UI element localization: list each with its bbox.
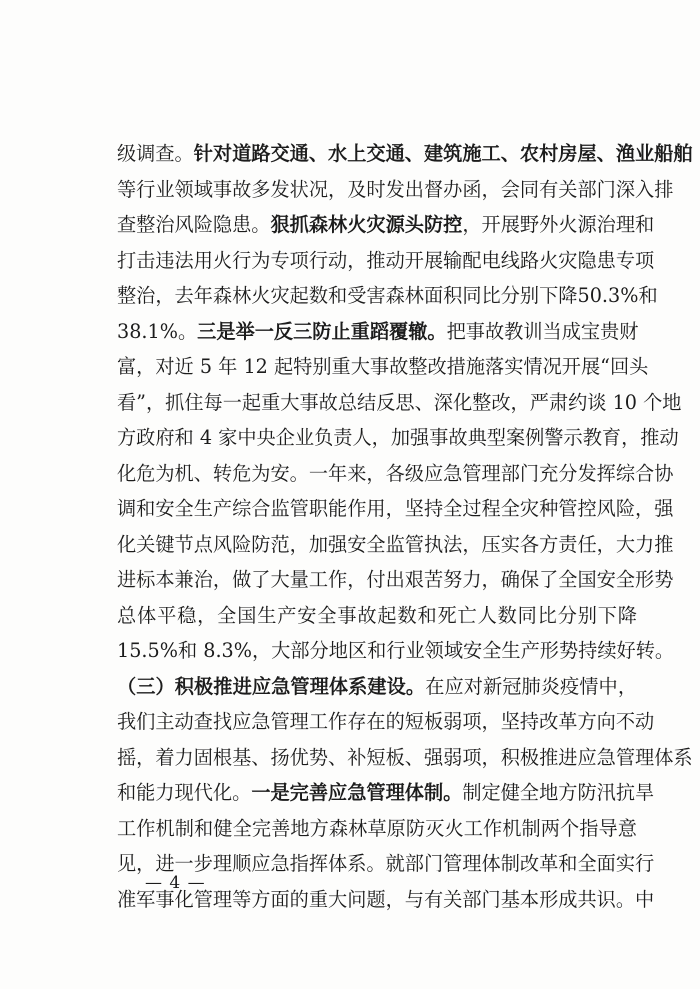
text-run: 化关键节点风险防范，加强安全监管执法，压实各方责任，大力推: [117, 532, 674, 556]
text-line: [117, 172, 674, 208]
text-run: 级调查。: [117, 142, 194, 165]
text-run: 看”，抓住每一起重大事故总结反思、深化整改，严肃约谈 10 个地: [117, 390, 682, 414]
text-line: [117, 136, 693, 172]
bold-text-run: 三是举一反三防止重蹈覆辙。: [197, 319, 447, 343]
text-run: 化危为机、转危为安。一年来，各级应急管理部门充分发挥综合协: [117, 461, 674, 485]
text-run: 打击违法用火行为专项行动，推动开展输配电线路火灾隐患专项: [117, 248, 655, 272]
bold-text-run: 一是完善应急管理体制。: [251, 781, 463, 804]
text-run: 制定健全地方防汛抗旱: [462, 781, 655, 804]
document-body-text: [117, 136, 693, 917]
text-run: 方政府和 4 家中央企业负责人，加强事故典型案例警示教育，推动: [117, 426, 679, 449]
text-run: 查整治风险隐患。: [117, 213, 271, 236]
text-line: [117, 669, 637, 705]
text-line: [117, 633, 675, 669]
text-line: [117, 243, 655, 279]
text-run: 进标本兼治，做了大量工作，付出艰苦努力，确保了全国安全形势: [117, 568, 674, 591]
text-run: 38.1%。: [117, 319, 198, 343]
text-line: [117, 349, 649, 385]
text-line: [117, 775, 655, 811]
text-run: ，开展野外火源治理和: [462, 213, 655, 236]
bold-text-run: 针对道路交通、水上交通、建筑施工、农村房屋、渔业船舶: [193, 142, 693, 165]
text-run: 整治，去年森林火灾起数和受害森林面积同比分别下降50.3%和: [117, 284, 658, 307]
text-run: 见，进一步理顺应急指挥体系。就部门管理体制改革和全面实行: [117, 852, 655, 875]
text-line: [117, 527, 674, 563]
text-run: 把事故教训当成宝贵财: [446, 319, 639, 343]
text-run: 富，对近 5 年 12 起特别重大事故整改措施落实情况开展“回头: [117, 355, 649, 378]
text-line: [117, 704, 655, 740]
text-run: 准军事化管理等方面的重大问题，与有关部门基本形成共识。中: [117, 887, 655, 911]
text-line: [117, 811, 637, 847]
text-line: [117, 598, 637, 634]
bold-text-run: （三）积极推进应急管理体系建设。: [117, 674, 426, 698]
text-run: 摇，着力固根基、扬优势、补短板、强弱项，积极推进应急管理体系: [117, 745, 693, 769]
text-line: [117, 314, 637, 350]
text-line: [117, 456, 674, 492]
text-run: 15.5%和 8.3%，大部分地区和行业领域安全生产形势持续好转。: [117, 639, 675, 662]
bold-text-run: 狠抓森林火灾源头防控: [270, 213, 463, 236]
text-run: 总体平稳，全国生产安全事故起数和死亡人数同比分别下降: [117, 603, 637, 627]
text-line: [117, 420, 679, 456]
text-line: [117, 385, 682, 421]
text-run: 我们主动查找应急管理工作存在的短板弱项，坚持改革方向不动: [117, 710, 655, 733]
page-number: — 4 —: [145, 873, 206, 893]
text-line: [117, 491, 674, 527]
text-run: 调和安全生产综合监管职能作用，坚持全过程全灾种管控风险，强: [117, 497, 674, 520]
text-line: [117, 740, 693, 776]
text-line: [117, 207, 655, 243]
text-run: 在应对新冠肺炎疫情中，: [425, 674, 638, 698]
text-line: [117, 278, 658, 314]
text-run: 和能力现代化。: [117, 781, 252, 804]
text-run: 工作机制和健全完善地方森林草原防灭火工作机制两个指导意: [117, 816, 637, 840]
text-line: [117, 562, 674, 598]
text-run: 等行业领域事故多发状况，及时发出督办函，会同有关部门深入排: [117, 177, 674, 201]
